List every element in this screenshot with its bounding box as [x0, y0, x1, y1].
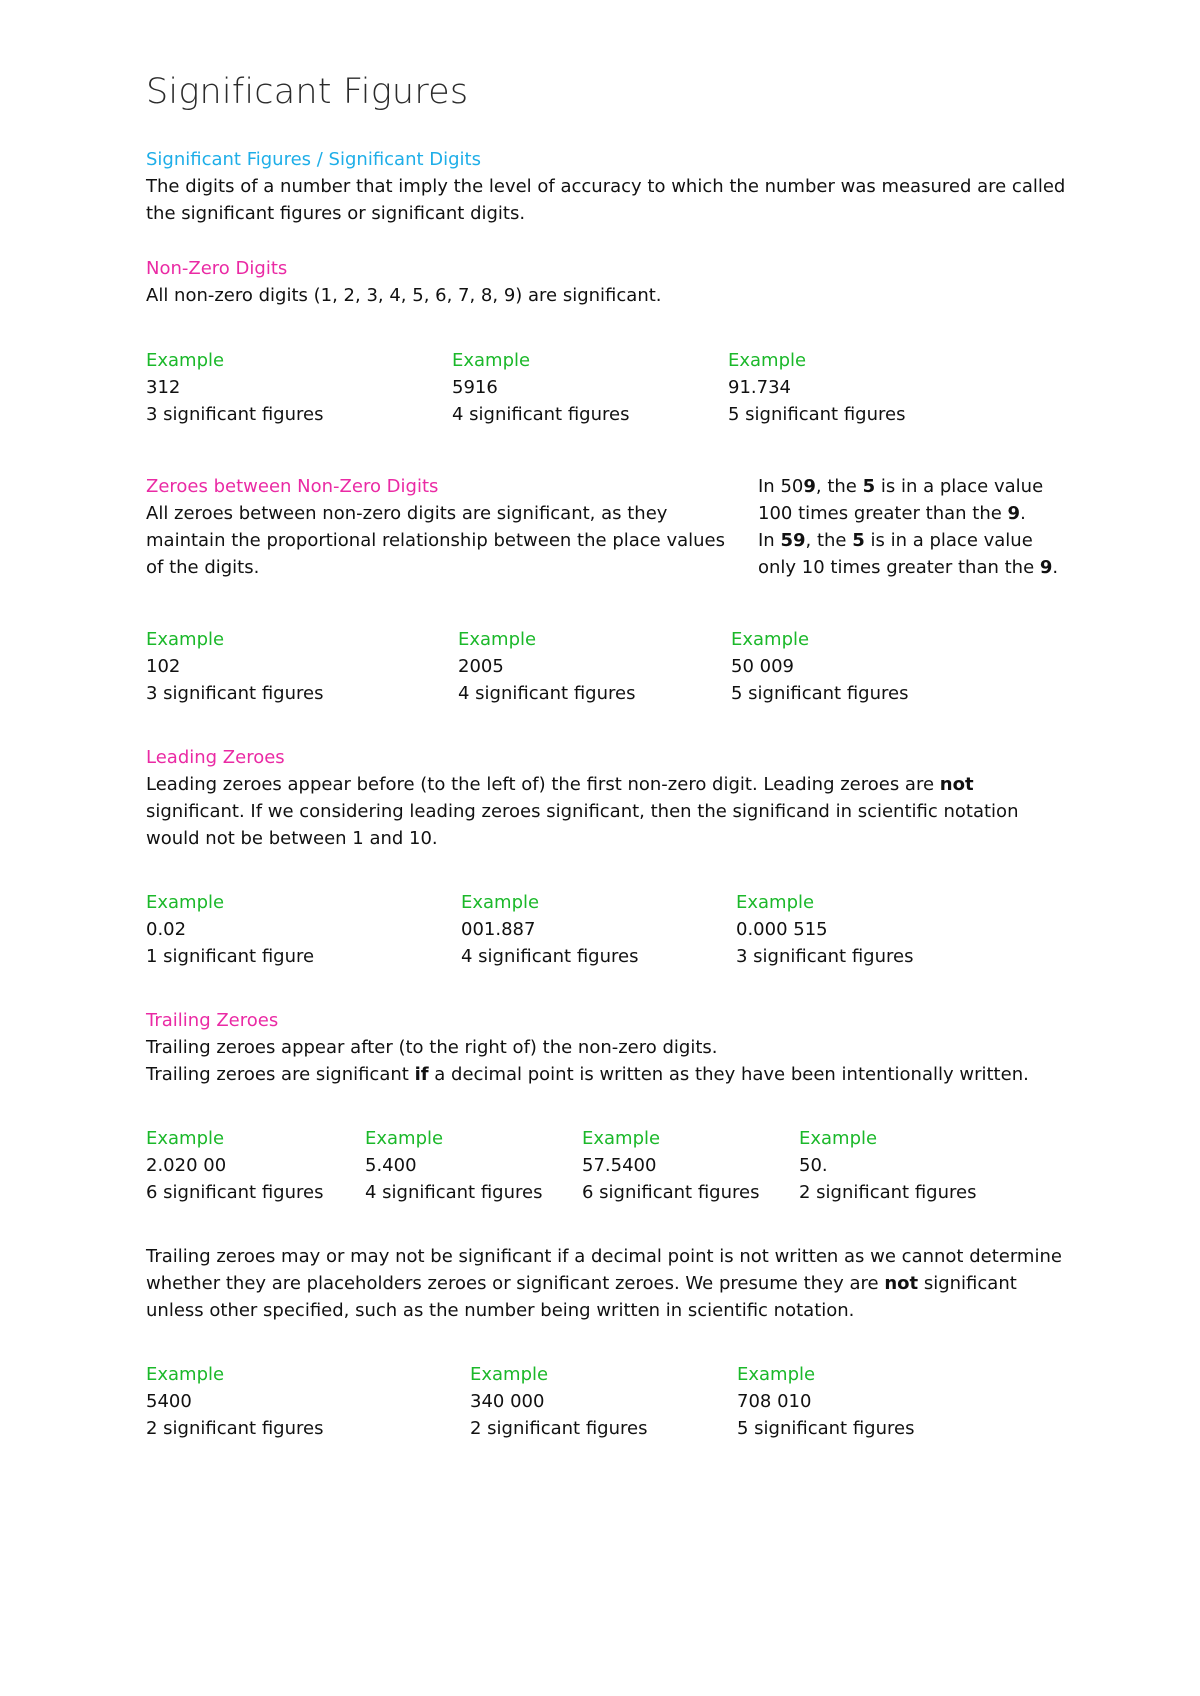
example-value: 5916 [452, 377, 498, 398]
example-value: 708 010 [737, 1391, 812, 1412]
example-value: 102 [146, 656, 181, 677]
example-result: 2 significant figures [470, 1418, 648, 1439]
note-line: In 509, the 5 is in a place value [758, 476, 1044, 497]
paragraph-line: maintain the proportional relationship between the place values [146, 530, 726, 551]
paragraph-line: of the digits. [146, 557, 260, 578]
example-value: 50. [799, 1155, 828, 1176]
example-result: 5 significant figures [731, 683, 909, 704]
example-value: 312 [146, 377, 181, 398]
example-value: 0.000 515 [736, 919, 828, 940]
section-heading-non-zero-digits: Non-Zero Digits [146, 258, 288, 279]
example-value: 2.020 00 [146, 1155, 227, 1176]
example-label: Example [799, 1128, 878, 1149]
example-label: Example [146, 350, 225, 371]
paragraph-line: Leading zeroes appear before (to the left of) the first non-zero digit. Leading zeroes are not [146, 774, 974, 795]
paragraph-line: The digits of a number that imply the level of accuracy to which the number was measured are called [146, 176, 1066, 197]
example-result: 3 significant figures [146, 683, 324, 704]
note-line: In 59, the 5 is in a place value [758, 530, 1033, 551]
example-result: 4 significant figures [452, 404, 630, 425]
example-label: Example [470, 1364, 549, 1385]
example-label: Example [452, 350, 531, 371]
example-value: 2005 [458, 656, 504, 677]
section-heading-trailing-zeroes: Trailing Zeroes [146, 1010, 279, 1031]
example-value: 5.400 [365, 1155, 417, 1176]
section-heading-zeroes-between: Zeroes between Non-Zero Digits [146, 476, 439, 497]
example-label: Example [731, 629, 810, 650]
example-label: Example [737, 1364, 816, 1385]
example-value: 91.734 [728, 377, 791, 398]
paragraph-line: whether they are placeholders zeroes or significant zeroes. We presume they are not significant [146, 1273, 1017, 1294]
example-label: Example [736, 892, 815, 913]
paragraph-line: Trailing zeroes may or may not be significant if a decimal point is not written as we cannot determine [146, 1246, 1062, 1267]
example-value: 0.02 [146, 919, 187, 940]
example-result: 5 significant figures [728, 404, 906, 425]
example-label: Example [146, 629, 225, 650]
paragraph-line: Trailing zeroes appear after (to the right of) the non-zero digits. [146, 1037, 718, 1058]
paragraph-line: Trailing zeroes are significant if a decimal point is written as they have been intentionally written. [146, 1064, 1029, 1085]
paragraph-line: significant. If we considering leading zeroes significant, then the significand in scientific notation [146, 801, 1019, 822]
example-label: Example [365, 1128, 444, 1149]
paragraph-line: unless other specified, such as the number being written in scientific notation. [146, 1300, 855, 1321]
note-line: 100 times greater than the 9. [758, 503, 1026, 524]
paragraph-line: the significant figures or significant digits. [146, 203, 526, 224]
section-heading-leading-zeroes: Leading Zeroes [146, 747, 285, 768]
example-result: 4 significant figures [458, 683, 636, 704]
page-title: Significant Figures [146, 72, 469, 112]
note-line: only 10 times greater than the 9. [758, 557, 1059, 578]
example-result: 6 significant figures [146, 1182, 324, 1203]
example-label: Example [146, 892, 225, 913]
example-value: 340 000 [470, 1391, 545, 1412]
paragraph-line: All zeroes between non-zero digits are significant, as they [146, 503, 668, 524]
example-label: Example [146, 1128, 225, 1149]
example-label: Example [458, 629, 537, 650]
example-label: Example [582, 1128, 661, 1149]
example-result: 1 significant figure [146, 946, 315, 967]
example-result: 3 significant figures [736, 946, 914, 967]
example-value: 57.5400 [582, 1155, 657, 1176]
example-label: Example [728, 350, 807, 371]
section-heading-significant-figures: Significant Figures / Significant Digits [146, 149, 481, 170]
example-result: 6 significant figures [582, 1182, 760, 1203]
example-label: Example [146, 1364, 225, 1385]
example-result: 2 significant figures [799, 1182, 977, 1203]
example-result: 4 significant figures [461, 946, 639, 967]
example-value: 5400 [146, 1391, 192, 1412]
paragraph-line: All non-zero digits (1, 2, 3, 4, 5, 6, 7, 8, 9) are significant. [146, 285, 662, 306]
example-value: 50 009 [731, 656, 794, 677]
example-result: 3 significant figures [146, 404, 324, 425]
example-result: 4 significant figures [365, 1182, 543, 1203]
paragraph-line: would not be between 1 and 10. [146, 828, 438, 849]
example-result: 5 significant figures [737, 1418, 915, 1439]
example-label: Example [461, 892, 540, 913]
example-value: 001.887 [461, 919, 536, 940]
example-result: 2 significant figures [146, 1418, 324, 1439]
